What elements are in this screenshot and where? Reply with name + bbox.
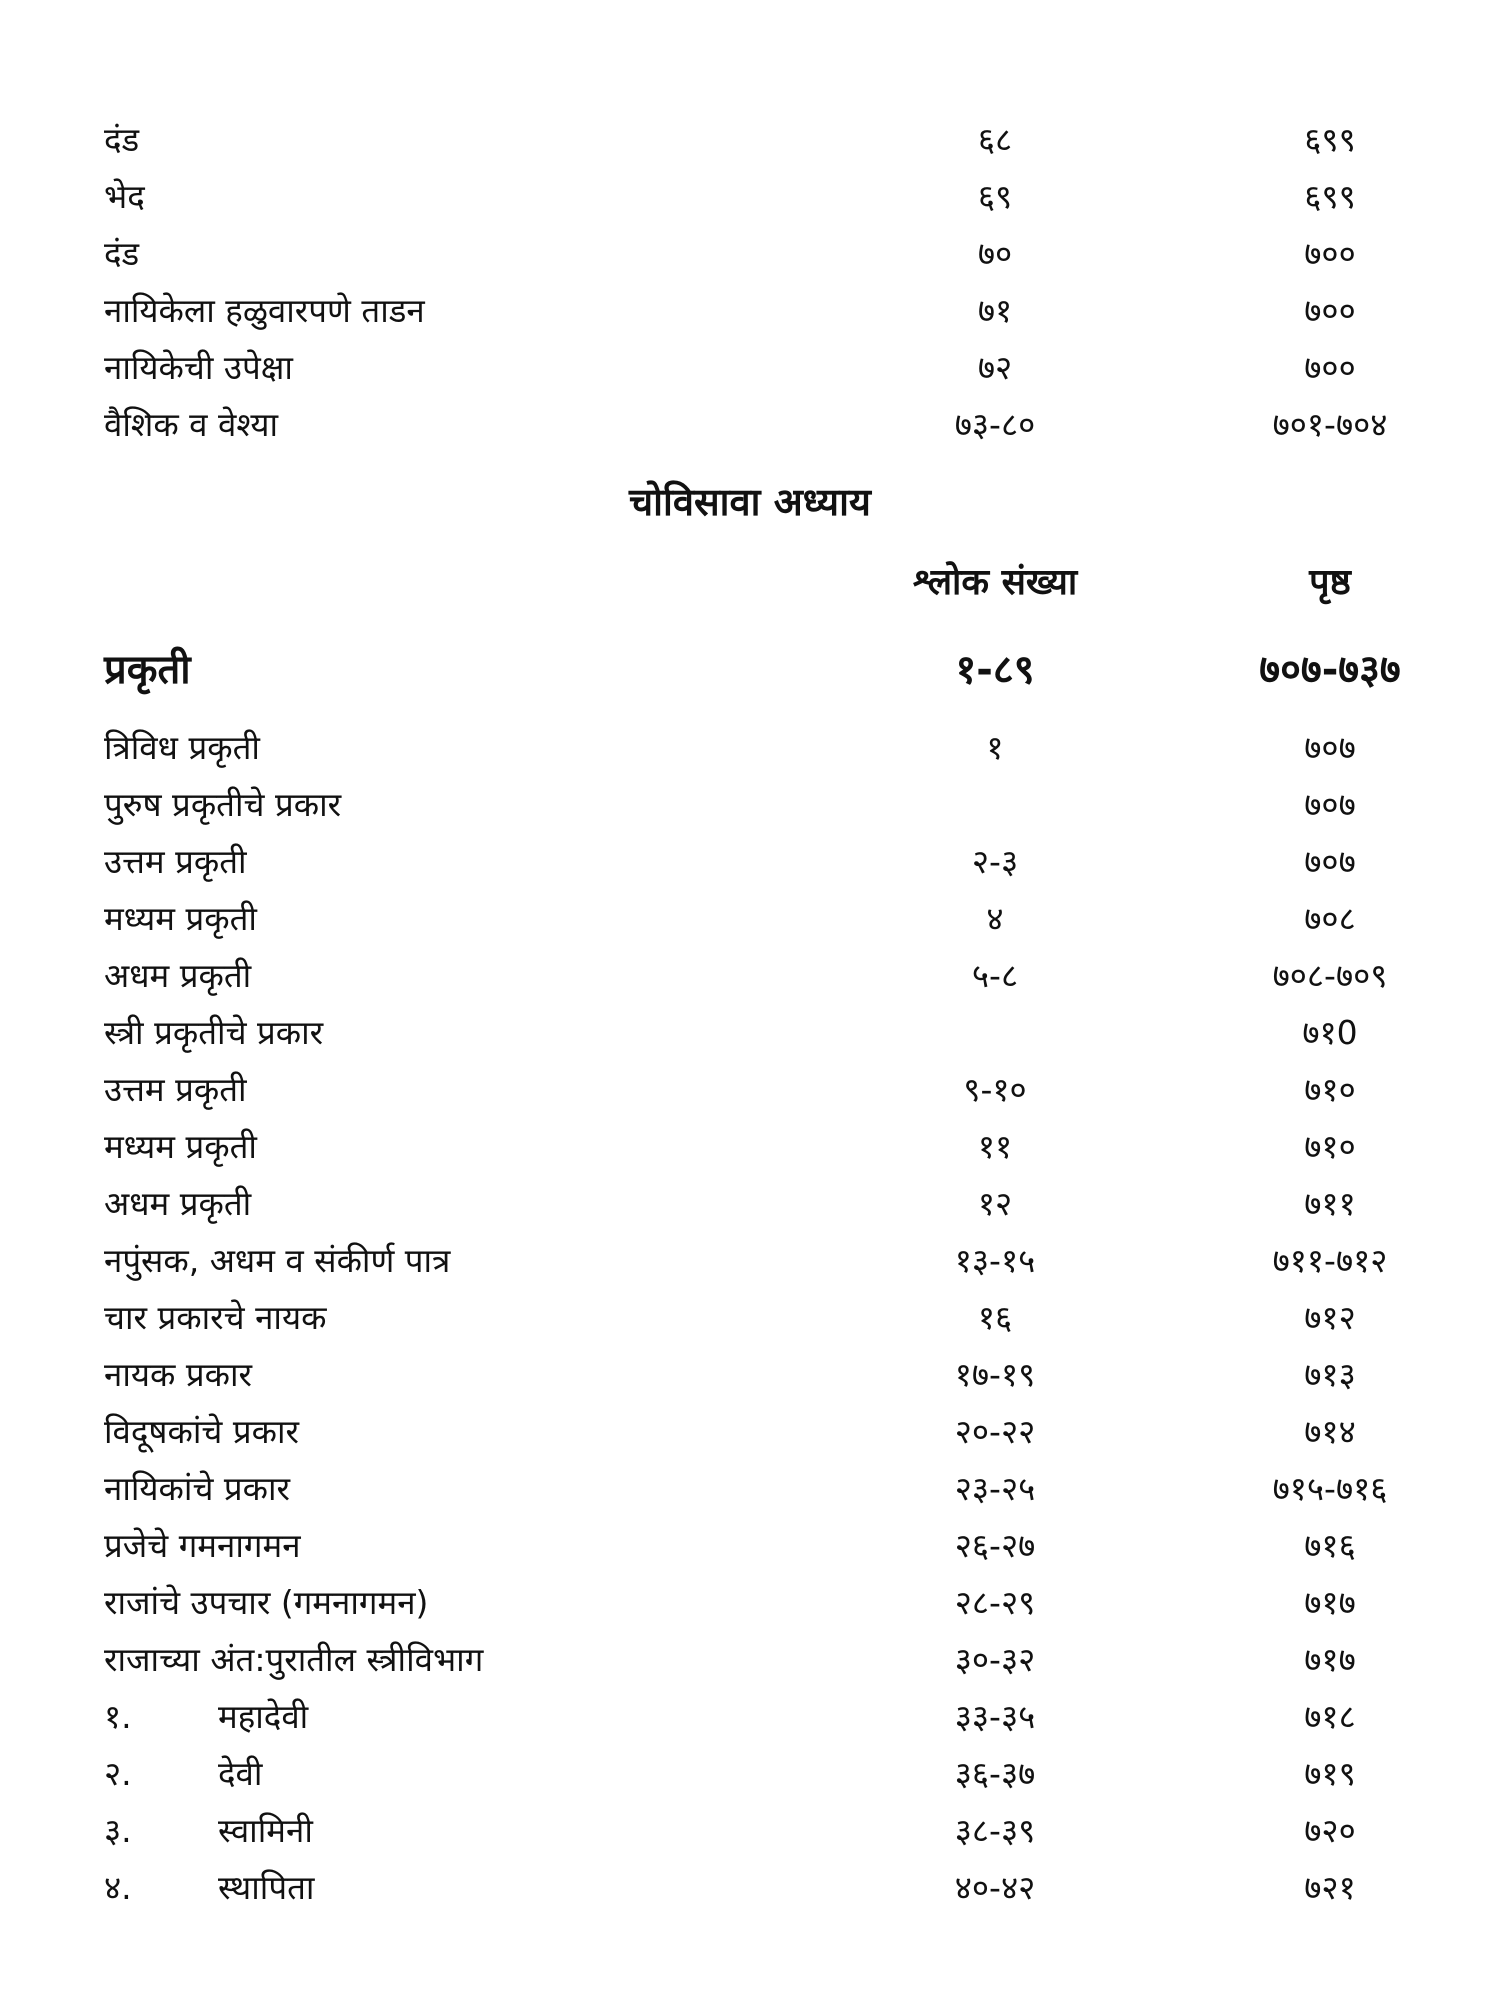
toc-shloka: ३३-३५	[954, 1697, 1036, 1736]
toc-topic: मध्यम प्रकृती	[104, 899, 257, 938]
toc-page: ७१६	[1304, 1526, 1356, 1565]
toc-shloka: ३८-३९	[954, 1811, 1036, 1850]
toc-row	[0, 1632, 1500, 1688]
main-topic-page: ७०७-७३७	[1259, 647, 1401, 693]
toc-number: ३.	[104, 1811, 132, 1850]
main-topic-row	[0, 640, 1500, 700]
toc-page: ७१७	[1304, 1640, 1356, 1679]
toc-page: ७१०	[1304, 1127, 1356, 1166]
toc-topic: अधम प्रकृती	[104, 956, 252, 995]
toc-shloka: २८-२९	[954, 1583, 1036, 1622]
column-header-page: पृष्ठ	[1309, 562, 1351, 603]
toc-shloka: २-३	[971, 842, 1019, 881]
toc-topic: नपुंसक, अधम व संकीर्ण पात्र	[104, 1241, 451, 1280]
toc-row	[0, 1290, 1500, 1346]
toc-numbered-row	[0, 1860, 1500, 1916]
toc-row	[0, 720, 1500, 776]
toc-row	[0, 1005, 1500, 1061]
toc-page: ७०८	[1304, 899, 1356, 938]
toc-topic: उत्तम प्रकृती	[104, 1070, 247, 1109]
toc-page: ७१४	[1304, 1412, 1356, 1451]
toc-shloka: ६९	[977, 177, 1013, 216]
toc-page: ७१९	[1304, 1754, 1356, 1793]
toc-shloka: २३-२५	[954, 1469, 1036, 1508]
toc-topic: वैशिक व वेश्या	[104, 405, 279, 444]
toc-shloka: १२	[977, 1184, 1013, 1223]
toc-shloka: २०-२२	[954, 1412, 1036, 1451]
toc-numbered-row	[0, 1803, 1500, 1859]
toc-topic: राजांचे उपचार (गमनागमन)	[104, 1583, 429, 1622]
toc-row	[0, 1347, 1500, 1403]
toc-page: ७००	[1304, 291, 1356, 330]
toc-topic: अधम प्रकृती	[104, 1184, 252, 1223]
toc-page: ७१८	[1304, 1697, 1356, 1736]
toc-page: ७०७	[1304, 842, 1356, 881]
toc-page: ७१७	[1304, 1583, 1356, 1622]
toc-row	[0, 891, 1500, 947]
toc-topic: उत्तम प्रकृती	[104, 842, 247, 881]
toc-row	[0, 283, 1500, 339]
chapter-title: चोविसावा अध्याय	[629, 480, 871, 524]
toc-numbered-row	[0, 1689, 1500, 1745]
toc-shloka: १६	[977, 1298, 1013, 1337]
toc-topic: भेद	[104, 177, 145, 216]
toc-topic: स्त्री प्रकृतीचे प्रकार	[104, 1013, 324, 1052]
toc-page: ६९९	[1304, 177, 1356, 216]
toc-row	[0, 1404, 1500, 1460]
toc-page: ७०७	[1304, 728, 1356, 767]
toc-topic: प्रजेचे गमनागमन	[104, 1526, 301, 1565]
toc-topic: मध्यम प्रकृती	[104, 1127, 257, 1166]
toc-number: ४.	[104, 1868, 132, 1907]
toc-row	[0, 1518, 1500, 1574]
toc-shloka: ११	[977, 1127, 1013, 1166]
toc-page: ७२०	[1304, 1811, 1356, 1850]
toc-row	[0, 1119, 1500, 1175]
toc-row	[0, 169, 1500, 225]
toc-page: ७०१-७०४	[1272, 405, 1388, 444]
toc-topic: पुरुष प्रकृतीचे प्रकार	[104, 785, 342, 824]
column-header-shloka: श्लोक संख्या	[912, 562, 1078, 603]
toc-topic: राजाच्या अंत:पुरातील स्त्रीविभाग	[104, 1640, 484, 1679]
toc-number: २.	[104, 1754, 132, 1793]
toc-topic: त्रिविध प्रकृती	[104, 728, 260, 767]
toc-topic: नायक प्रकार	[104, 1355, 253, 1394]
toc-topic: स्वामिनी	[218, 1811, 313, 1850]
toc-shloka: ४०-४२	[954, 1868, 1036, 1907]
toc-shloka: १३-१५	[954, 1241, 1036, 1280]
toc-row	[0, 226, 1500, 282]
toc-shloka: ७२	[977, 348, 1013, 387]
toc-shloka: ३६-३७	[954, 1754, 1036, 1793]
toc-page: ७१५-७१६	[1272, 1469, 1388, 1508]
toc-shloka: ७०	[977, 234, 1013, 273]
toc-page: ६९९	[1304, 120, 1356, 159]
toc-page: ७१०	[1304, 1070, 1356, 1109]
toc-page: ७१३	[1304, 1355, 1356, 1394]
toc-shloka: ३०-३२	[954, 1640, 1036, 1679]
toc-row	[0, 1461, 1500, 1517]
toc-numbered-row	[0, 1746, 1500, 1802]
toc-row	[0, 397, 1500, 453]
toc-row	[0, 777, 1500, 833]
toc-row	[0, 948, 1500, 1004]
toc-page: ७००	[1304, 234, 1356, 273]
toc-page: ७०८-७०९	[1272, 956, 1388, 995]
toc-topic: स्थापिता	[218, 1868, 315, 1907]
toc-page: ७२१	[1304, 1868, 1356, 1907]
toc-topic: दंड	[104, 120, 140, 159]
toc-row	[0, 1062, 1500, 1118]
toc-shloka: ६८	[977, 120, 1013, 159]
toc-topic: चार प्रकारचे नायक	[104, 1298, 327, 1337]
toc-row	[0, 1233, 1500, 1289]
toc-page: ७०७	[1304, 785, 1356, 824]
toc-row	[0, 1575, 1500, 1631]
toc-topic: महादेवी	[218, 1697, 309, 1736]
toc-shloka: ५-८	[971, 956, 1019, 995]
toc-page: ७११-७१२	[1272, 1241, 1388, 1280]
toc-topic: विदूषकांचे प्रकार	[104, 1412, 299, 1451]
toc-shloka: ७१	[977, 291, 1013, 330]
main-topic: प्रकृती	[104, 647, 191, 693]
toc-row	[0, 1176, 1500, 1232]
toc-shloka: १७-१९	[954, 1355, 1036, 1394]
toc-row	[0, 340, 1500, 396]
toc-shloka: ९-१०	[963, 1070, 1027, 1109]
toc-page: ७११	[1304, 1184, 1356, 1223]
toc-page: ७००	[1304, 348, 1356, 387]
main-topic-shloka: १-८९	[955, 647, 1035, 693]
toc-topic: नायिकांचे प्रकार	[104, 1469, 291, 1508]
toc-page: ७१0	[1302, 1013, 1358, 1052]
toc-number: १.	[104, 1697, 132, 1736]
toc-topic: दंड	[104, 234, 140, 273]
toc-topic: देवी	[218, 1754, 263, 1793]
toc-shloka: २६-२७	[954, 1526, 1036, 1565]
toc-topic: नायिकेला हळुवारपणे ताडन	[104, 291, 425, 330]
toc-row	[0, 834, 1500, 890]
toc-page: ७१२	[1304, 1298, 1356, 1337]
toc-topic: नायिकेची उपेक्षा	[104, 348, 293, 387]
toc-shloka: ७३-८०	[954, 405, 1036, 444]
toc-shloka: १	[986, 728, 1004, 767]
toc-shloka: ४	[986, 899, 1004, 938]
toc-row	[0, 112, 1500, 168]
